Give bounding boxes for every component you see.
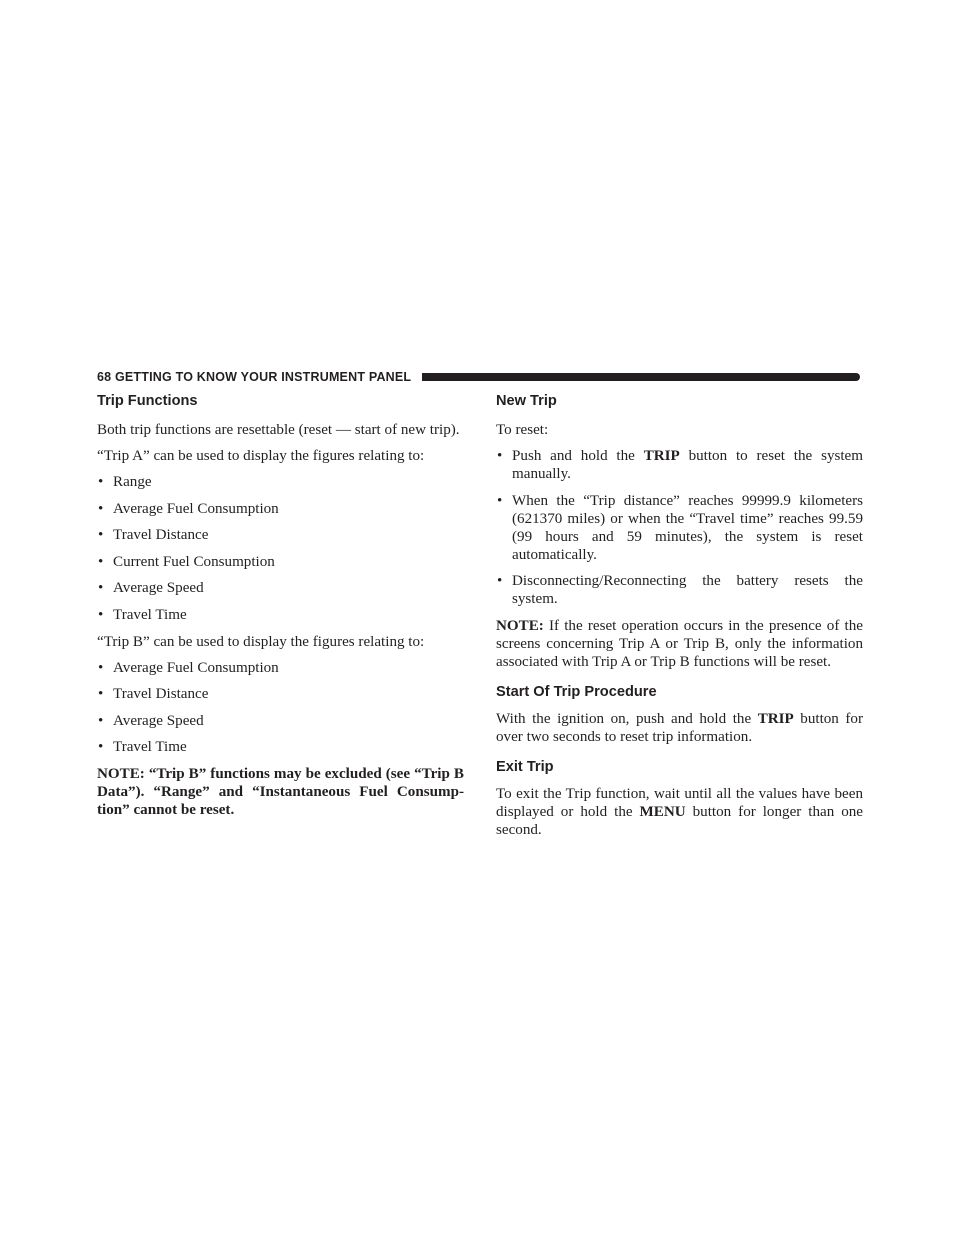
header-rule <box>422 373 860 381</box>
start-text-post: button for over two seconds to reset trip information. <box>496 710 863 745</box>
page-header <box>97 370 860 386</box>
list-item <box>97 659 464 677</box>
list-item <box>97 712 464 730</box>
list-item <box>97 553 464 571</box>
list-item <box>496 447 863 483</box>
list-item-text: Travel Time <box>113 606 187 623</box>
trip-b-intro: “Trip B” can be used to display the figures relating to: <box>97 633 425 650</box>
start-of-trip-heading: Start Of Trip Procedure <box>496 683 657 700</box>
bullet-icon: • <box>98 659 104 676</box>
trip-b-list <box>97 659 464 757</box>
trip-button-label: TRIP <box>643 448 680 464</box>
exit-trip-heading: Exit Trip <box>496 758 554 775</box>
exit-text-post: button for longer than one second. <box>496 803 863 838</box>
list-item-text: Average Speed <box>113 580 204 597</box>
start-of-trip-text <box>496 710 863 746</box>
trip-a-intro: “Trip A” can be used to display the figures relating to: <box>97 448 425 464</box>
list-item <box>97 473 464 491</box>
trip-functions-heading: Trip Functions <box>97 393 198 409</box>
exit-trip-text <box>496 785 863 839</box>
bullet-icon: • <box>98 739 104 756</box>
bullet-icon: • <box>98 686 104 703</box>
bullet-icon: • <box>497 492 503 509</box>
trip-b-note: NOTE: “Trip B” functions may be excluded (see “Trip B Data”). “Range” and “Instantaneous Fuel Consump- tion” cannot be reset. <box>97 765 464 818</box>
list-item-text: Average Speed <box>113 712 204 729</box>
list-item <box>97 738 464 756</box>
list-item-text: button to reset the system manually. <box>512 448 863 482</box>
bullet-icon: • <box>497 448 503 464</box>
start-text-pre: With the ignition on, push and hold the <box>496 710 758 727</box>
left-column <box>97 392 464 827</box>
list-item <box>97 606 464 624</box>
trip-a-list <box>97 473 464 624</box>
list-item-text: Travel Time <box>113 739 187 756</box>
note-text: If the reset operation occurs in the presence of the screens concerning Trip A or Trip B, only the information associated with Trip A or Trip B functions will be reset. <box>496 617 863 670</box>
new-trip-heading: New Trip <box>496 393 557 409</box>
list-item-text: Travel Distance <box>113 527 209 544</box>
bullet-icon: • <box>98 500 104 517</box>
list-item-text: Push and hold the <box>512 448 644 464</box>
bullet-icon: • <box>98 606 104 623</box>
list-item-text: Travel Distance <box>113 686 209 703</box>
list-item <box>97 685 464 703</box>
list-item-text: Average Fuel Consumption <box>113 659 279 676</box>
bullet-icon: • <box>98 712 104 729</box>
exit-text-pre: To exit the Trip function, wait until all the values have been displayed or hold the <box>496 785 863 820</box>
list-item-text: Current Fuel Consumption <box>113 553 275 570</box>
reset-note <box>496 617 863 671</box>
list-item-text: Average Fuel Consumption <box>113 500 279 517</box>
list-item <box>496 572 863 608</box>
bullet-icon: • <box>497 573 503 590</box>
list-item <box>97 500 464 518</box>
bullet-icon: • <box>98 580 104 597</box>
bullet-icon: • <box>98 553 104 570</box>
bullet-icon: • <box>98 527 104 544</box>
right-column <box>496 392 863 847</box>
list-item <box>97 579 464 597</box>
list-item-text: Disconnecting/Reconnecting the battery resets the system. <box>512 573 863 608</box>
bullet-icon: • <box>98 474 104 490</box>
list-item-text: When the “Trip distance” reaches 99999.9 kilometers (621370 miles) or when the “Travel time” reaches 99.59 (99 hours and 59 minutes), the system is reset automatically. <box>512 492 863 563</box>
to-reset-text: To reset: <box>496 422 549 438</box>
list-item <box>97 526 464 544</box>
note-label: NOTE: <box>496 617 544 634</box>
list-item <box>496 492 863 564</box>
trip-button-label: TRIP <box>757 710 794 727</box>
trip-functions-intro: Both trip functions are resettable (reset — start of new trip). <box>97 422 460 438</box>
reset-list <box>496 447 863 608</box>
menu-button-label: MENU <box>639 803 686 820</box>
list-item-text: Range <box>113 474 152 490</box>
page-number-and-section: 68 GETTING TO KNOW YOUR INSTRUMENT PANEL <box>97 370 412 384</box>
